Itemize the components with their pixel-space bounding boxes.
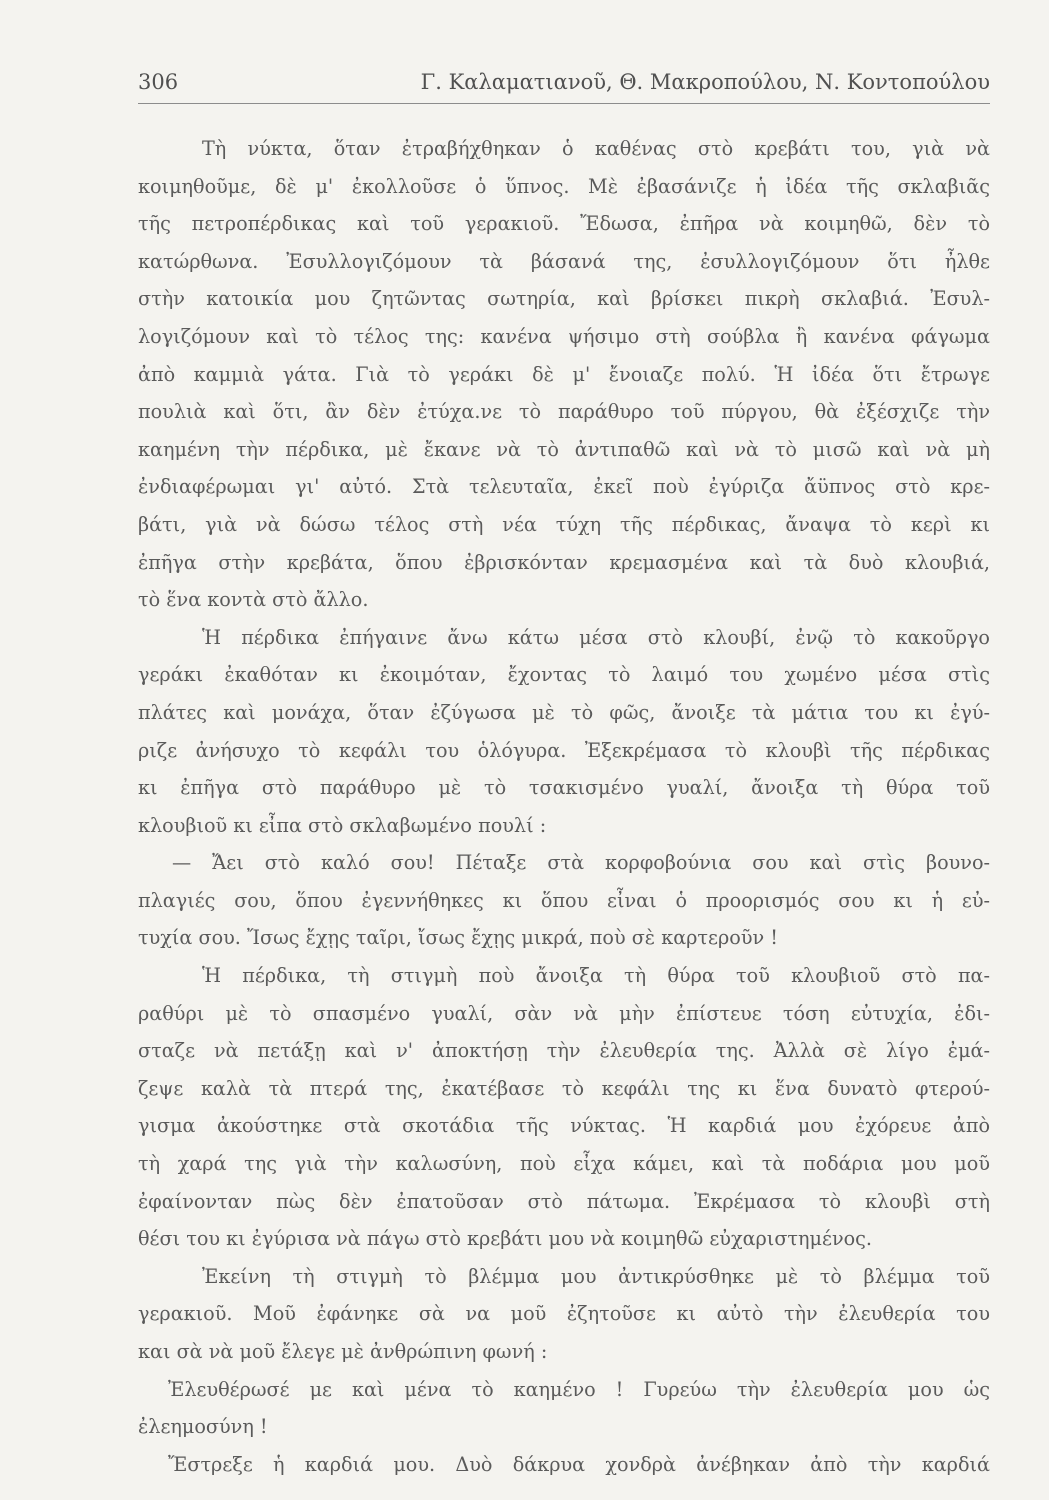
text-line: σταζε νὰ πετάξῃ καὶ ν' ἀποκτήσῃ τὴν ἐλευθερία της. Ἀλλὰ σὲ λίγο ἐμά- (138, 1039, 990, 1063)
header-rule (138, 103, 990, 104)
text-line: Ἡ πέρδικα ἐπήγαινε ἄνω κάτω μέσα στὸ κλουβί, ἐνῷ τὸ κακοῦργο (202, 625, 990, 649)
text-line: πλάτες καὶ μονάχα, ὅταν ἐζύγωσα μὲ τὸ φῶς, ἄνοιξε τὰ μάτια του κι ἐγύ- (138, 700, 990, 724)
page-header (138, 68, 990, 108)
text-line: Ἡ πέρδικα, τὴ στιγμὴ ποὺ ἄνοιξα τὴ θύρα τοῦ κλουβιοῦ στὸ πα- (202, 964, 990, 988)
text-line: κι ἐπῆγα στὸ παράθυρο μὲ τὸ τσακισμένο γυαλί, ἄνοιξα τὴ θύρα τοῦ (138, 776, 990, 800)
running-head: Γ. Καλαματιανοῦ, Θ. Μακροπούλου, Ν. Κοντοπούλου (420, 70, 990, 94)
text-line: κατώρθωνα. Ἐσυλλογιζόμουν τὰ βάσανά της, ἐσυλλογιζόμουν ὅτι ἦλθε (138, 249, 990, 273)
text-line: τὸ ἕνα κοντὰ στὸ ἄλλο. (138, 588, 369, 612)
text-line: ἀπὸ καμμιὰ γάτα. Γιὰ τὸ γεράκι δὲ μ' ἔνοιαζε πολύ. Ἡ ἰδέα ὅτι ἔτρωγε (138, 362, 990, 386)
text-line: γισμα ἀκούστηκε στὰ σκοτάδια τῆς νύκτας. Ἡ καρδιά μου ἐχόρευε ἀπὸ (138, 1114, 990, 1138)
text-line: και σὰ νὰ μοῦ ἔλεγε μὲ ἀνθρώπινη φωνή : (138, 1340, 548, 1363)
text-line: — Ἄει στὸ καλό σου! Πέταξε στὰ κορφοβούνια σου καὶ στὶς βουνο- (172, 851, 990, 875)
text-line: Ἔστρεξε ἡ καρδιά μου. Δυὸ δάκρυα χονδρὰ ἀνέβηκαν ἀπὸ τὴν καρδιά (168, 1452, 990, 1476)
text-line: τὴ χαρά της γιὰ τὴν καλωσύνη, ποὺ εἶχα κάμει, καὶ τὰ ποδάρια μου μοῦ (138, 1152, 990, 1176)
text-line: λογιζόμουν καὶ τὸ τέλος της: κανένα ψήσιμο στὴ σούβλα ἢ κανένα φάγωμα (138, 324, 990, 348)
text-line: στὴν κατοικία μου ζητῶντας σωτηρία, καὶ βρίσκει πικρὴ σκλαβιά. Ἐσυλ- (138, 287, 990, 311)
text-line: γερακιοῦ. Μοῦ ἐφάνηκε σὰ να μοῦ ἐζητοῦσε κι αὐτὸ τὴν ἐλευθερία του (138, 1302, 990, 1326)
body-text (138, 130, 990, 1483)
text-line: γεράκι ἐκαθόταν κι ἐκοιμόταν, ἔχοντας τὸ λαιμό του χωμένο μέσα στὶς (138, 663, 990, 687)
text-line: θέσι του κι ἐγύρισα νὰ πάγω στὸ κρεβάτι μου νὰ κοιμηθῶ εὐχαριστημένος. (138, 1227, 873, 1251)
text-line: Ἐκείνη τὴ στιγμὴ τὸ βλέμμα μου ἀντικρύσθηκε μὲ τὸ βλέμμα τοῦ (202, 1264, 990, 1288)
text-line: πλαγιές σου, ὅπου ἐγεννήθηκες κι ὅπου εἶναι ὁ προορισμός σου κι ἡ εὐ- (138, 888, 990, 912)
text-line: πουλιὰ καὶ ὅτι, ἂν δὲν ἐτύχα.νε τὸ παράθυρο τοῦ πύργου, θὰ ἐξέσχιζε τὴν (138, 400, 990, 424)
text-line: καημένη τὴν πέρδικα, μὲ ἔκανε νὰ τὸ ἀντιπαθῶ καὶ νὰ τὸ μισῶ καὶ νὰ μὴ (138, 437, 990, 461)
text-line: Τὴ νύκτα, ὅταν ἐτραβήχθηκαν ὁ καθένας στὸ κρεβάτι του, γιὰ νὰ (202, 137, 990, 160)
text-line: κλουβιοῦ κι εἶπα στὸ σκλαβωμένο πουλί : (138, 813, 547, 837)
text-line: βάτι, γιὰ νὰ δώσω τέλος στὴ νέα τύχη τῆς πέρδικας, ἄναψα τὸ κερὶ κι (138, 512, 990, 536)
text-line: ραθύρι μὲ τὸ σπασμένο γυαλί, σὰν νὰ μὴν ἐπίστευε τόση εὐτυχία, ἐδι- (138, 1001, 990, 1025)
text-line: Ἐλευθέρωσέ με καὶ μένα τὸ καημένο ! Γυρεύω τὴν ἐλευθερία μου ὡς (168, 1377, 990, 1401)
text-line: τῆς πετροπέρδικας καὶ τοῦ γερακιοῦ. Ἔδωσα, ἐπῆρα νὰ κοιμηθῶ, δὲν τὸ (138, 212, 990, 236)
text-line: ἐπῆγα στὴν κρεβάτα, ὅπου ἐβρισκόνταν κρεμασμένα καὶ τὰ δυὸ κλουβιά, (138, 550, 990, 574)
page-number: 306 (138, 70, 179, 94)
text-line: ριζε ἀνήσυχο τὸ κεφάλι του ὁλόγυρα. Ἐξεκρέμασα τὸ κλουβὶ τῆς πέρδικας (138, 738, 990, 762)
text-line: τυχία σου. Ἴσως ἔχῃς ταῖρι, ἴσως ἔχῃς μικρά, ποὺ σὲ καρτεροῦν ! (138, 926, 778, 950)
text-line: ἐλεημοσύνη ! (138, 1415, 268, 1439)
text-line: ζεψε καλὰ τὰ πτερά της, ἐκατέβασε τὸ κεφάλι της κι ἕνα δυνατὸ φτερού- (138, 1076, 990, 1100)
text-line: ἐφαίνονταν πὼς δὲν ἐπατοῦσαν στὸ πάτωμα. Ἐκρέμασα τὸ κλουβὶ στὴ (138, 1189, 990, 1213)
text-line: κοιμηθοῦμε, δὲ μ' ἐκολλοῦσε ὁ ὕπνος. Μὲ ἐβασάνιζε ἡ ἰδέα τῆς σκλαβιᾶς (138, 174, 990, 198)
text-line: ἐνδιαφέρωμαι γι' αὐτό. Στὰ τελευταῖα, ἐκεῖ ποὺ ἐγύριζα ἄϋπνος στὸ κρε- (138, 475, 990, 499)
